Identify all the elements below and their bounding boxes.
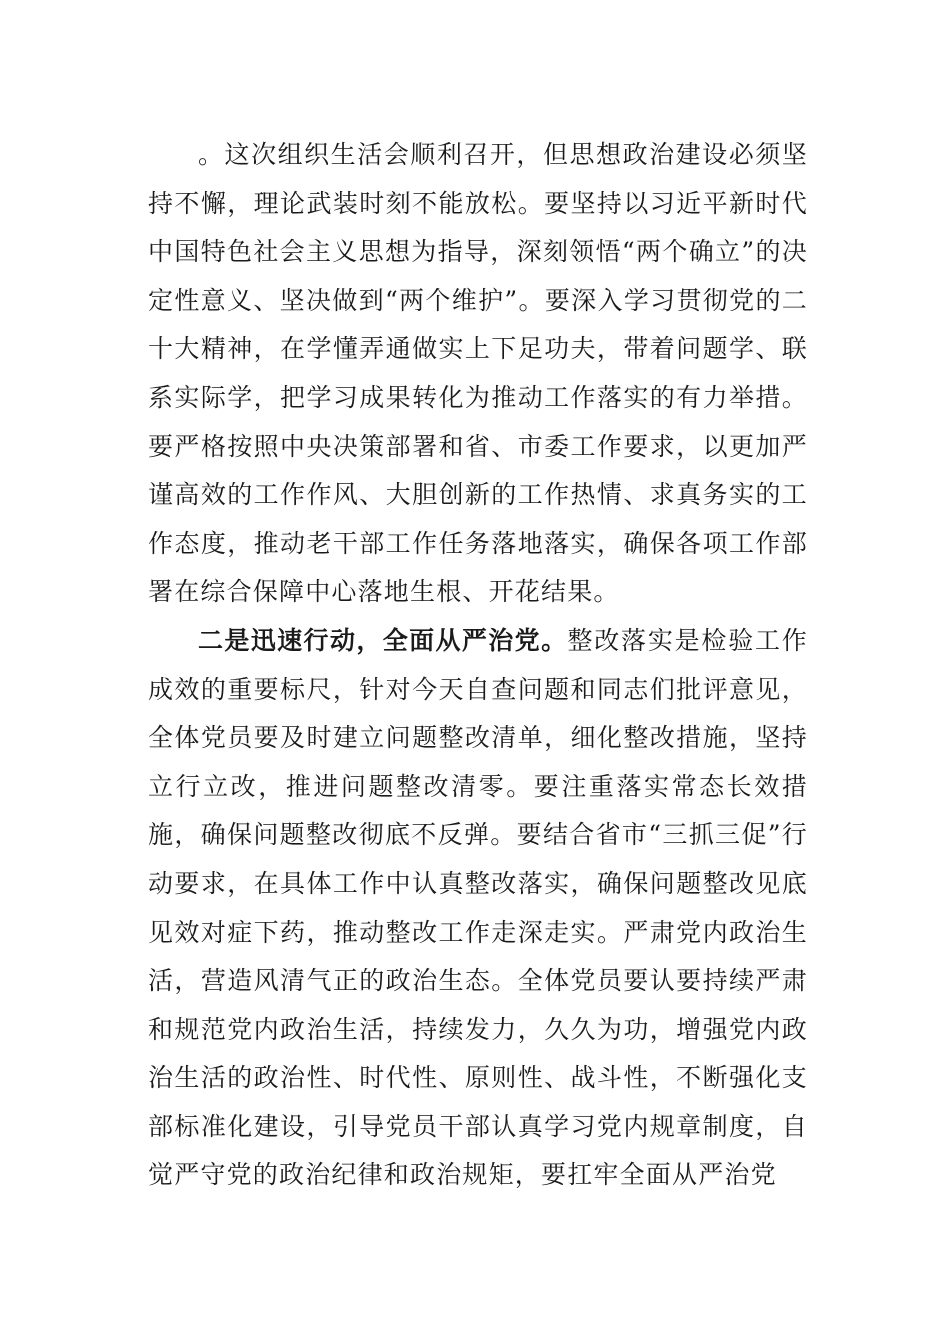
document-body bbox=[148, 131, 808, 1200]
paragraph-2-text: 整改落实是检验工作成效的重要标尺，针对今天自查问题和同志们批评意见，全体党员要及时建立问题整改清单，细化整改措施，坚持立行立改，推进问题整改清零。要注重落实常态长效措施，确保问题整改彻底不反弹。要结合省市“三抓三促”行动要求，在具体工作中认真整改落实，确保问题整改见底见效对症下药，推动整改工作走深走实。严肃党内政治生活，营造风清气正的政治生态。全体党员要认要持续严肃和规范党内政治生活，持续发力，久久为功，增强党内政治生活的政治性、时代性、原则性、战斗性，不断强化支部标准化建设，引导党员干部认真学习党内规章制度，自觉严守党的政治纪律和政治规矩，要扛牢全面从严治党 bbox=[148, 625, 808, 1190]
paragraph-2-heading: 二是迅速行动，全面从严治党。 bbox=[198, 625, 568, 655]
paragraph-1 bbox=[148, 131, 808, 617]
paragraph-2 bbox=[148, 617, 808, 1200]
paragraph-1-text: 。这次组织生活会顺利召开，但思想政治建设必须坚持不懈，理论武装时刻不能放松。要坚持以习近平新时代中国特色社会主义思想为指导，深刻领悟“两个确立”的决定性意义、坚决做到“两个维护”。要深入学习贯彻党的二十大精神，在学懂弄通做实上下足功夫，带着问题学、联系实际学，把学习成果转化为推动工作落实的有力举措。要严格按照中央决策部署和省、市委工作要求，以更加严谨高效的工作作风、大胆创新的工作热情、求真务实的工作态度，推动老干部工作任务落地落实，确保各项工作部署在综合保障中心落地生根、开花结果。 bbox=[148, 140, 808, 607]
